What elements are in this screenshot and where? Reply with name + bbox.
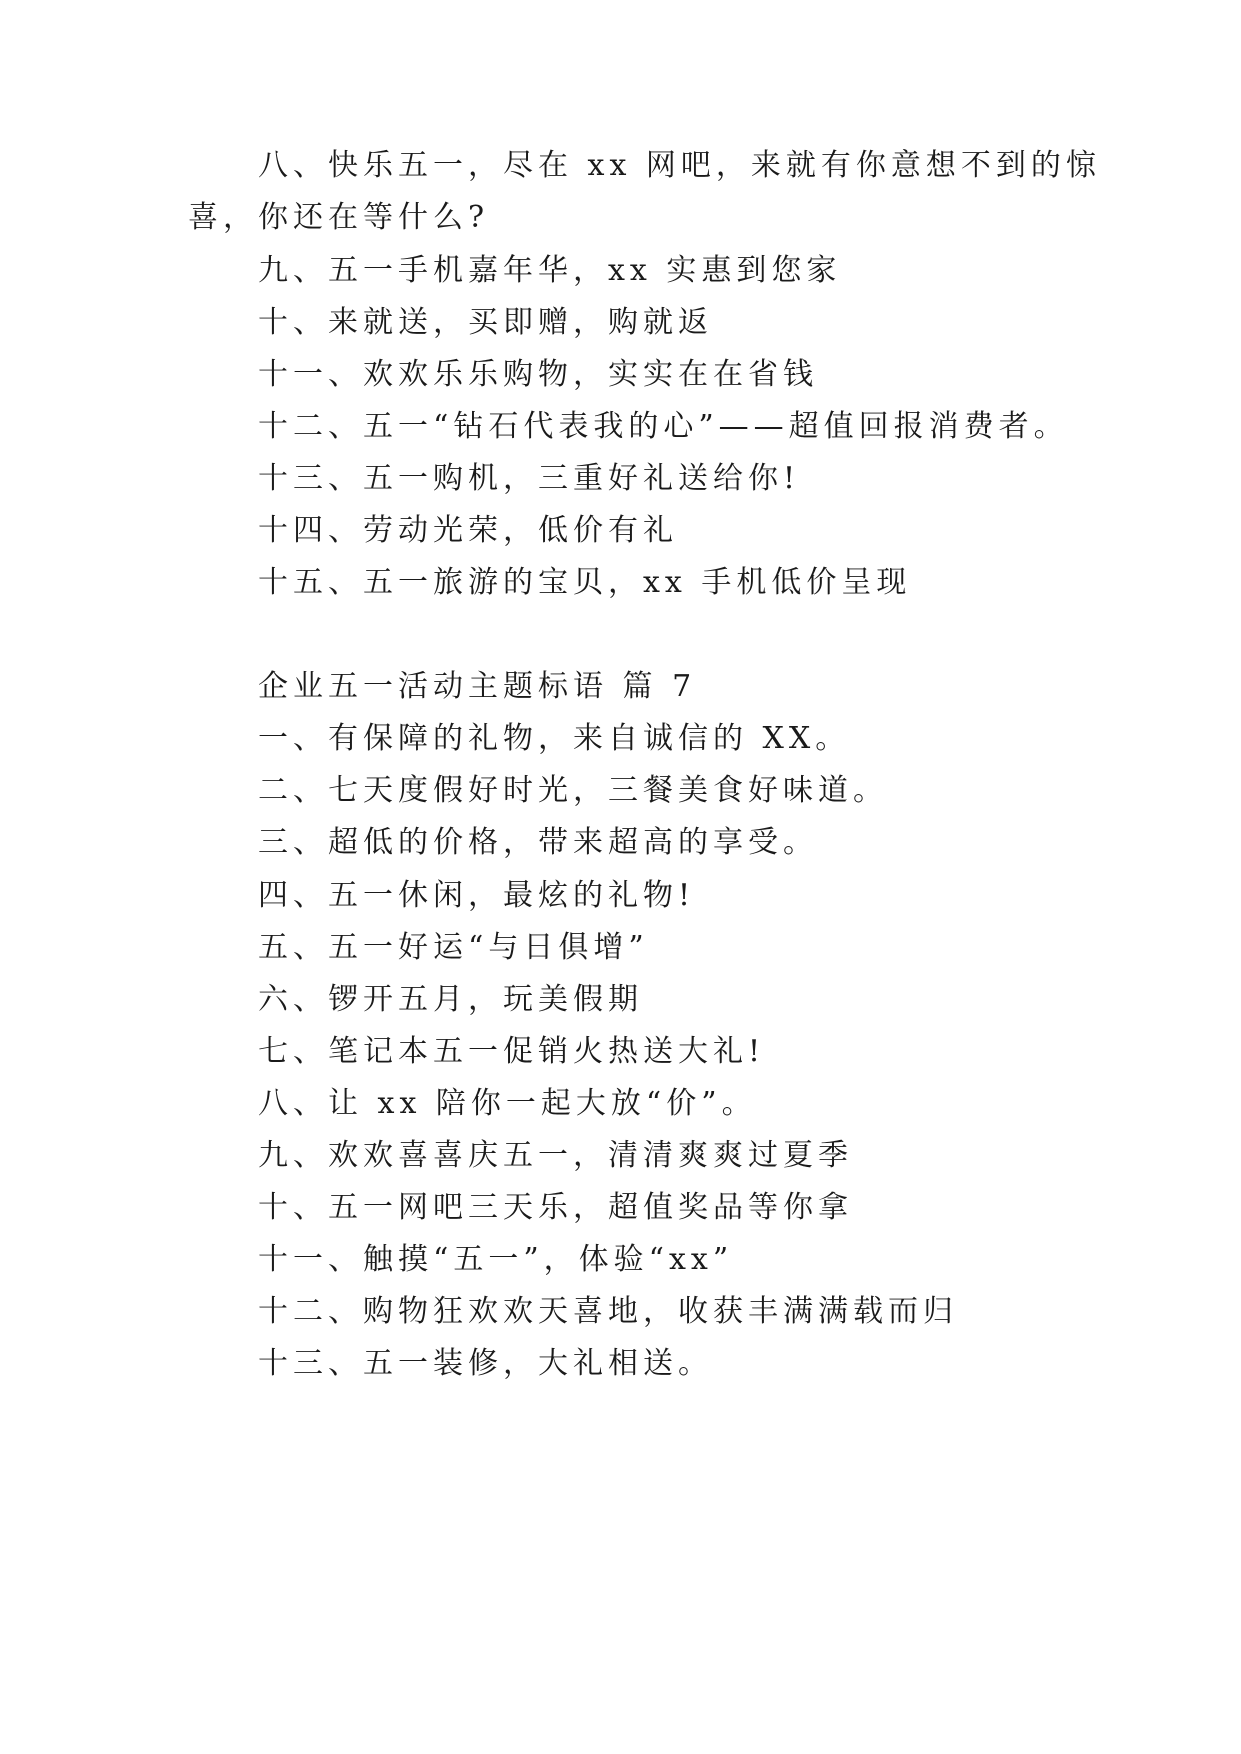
slogan-line: 八、快乐五一，尽在 xx 网吧，来就有你意想不到的惊 <box>258 148 1101 183</box>
slogan-line: 十三、五一装修，大礼相送。 <box>258 1346 713 1381</box>
slogan-line: 九、欢欢喜喜庆五一，清清爽爽过夏季 <box>258 1138 853 1173</box>
slogan-line: 十一、欢欢乐乐购物，实实在在省钱 <box>258 357 818 392</box>
slogan-line: 十二、购物狂欢欢天喜地，收获丰满满载而归 <box>258 1294 958 1329</box>
slogan-line-continuation: 喜，你还在等什么? <box>188 200 490 235</box>
slogan-line: 二、七天度假好时光，三餐美食好味道。 <box>258 773 888 808</box>
slogan-line: 一、有保障的礼物，来自诚信的 XX。 <box>258 721 851 756</box>
slogan-line: 七、笔记本五一促销火热送大礼! <box>258 1034 766 1069</box>
slogan-line: 四、五一休闲，最炫的礼物! <box>258 878 696 913</box>
slogan-line: 十五、五一旅游的宝贝，xx 手机低价呈现 <box>258 565 912 600</box>
slogan-line: 三、超低的价格，带来超高的享受。 <box>258 825 818 860</box>
slogan-line: 十、五一网吧三天乐，超值奖品等你拿 <box>258 1190 853 1225</box>
slogan-line: 十三、五一购机，三重好礼送给你! <box>258 461 801 496</box>
section-heading: 企业五一活动主题标语 篇 7 <box>258 669 697 704</box>
slogan-line: 十、来就送，买即赠，购就返 <box>258 305 713 340</box>
slogan-line: 五、五一好运“与日俱增” <box>258 930 649 965</box>
slogan-line: 十一、触摸“五一”，体验“xx” <box>258 1242 734 1277</box>
slogan-line: 六、锣开五月，玩美假期 <box>258 982 643 1017</box>
slogan-line: 十四、劳动光荣，低价有礼 <box>258 513 678 548</box>
slogan-line: 九、五一手机嘉年华，xx 实惠到您家 <box>258 253 842 288</box>
slogan-line: 八、让 xx 陪你一起大放“价”。 <box>258 1086 757 1121</box>
slogan-line: 十二、五一“钻石代表我的心”——超值回报消费者。 <box>258 409 1069 444</box>
